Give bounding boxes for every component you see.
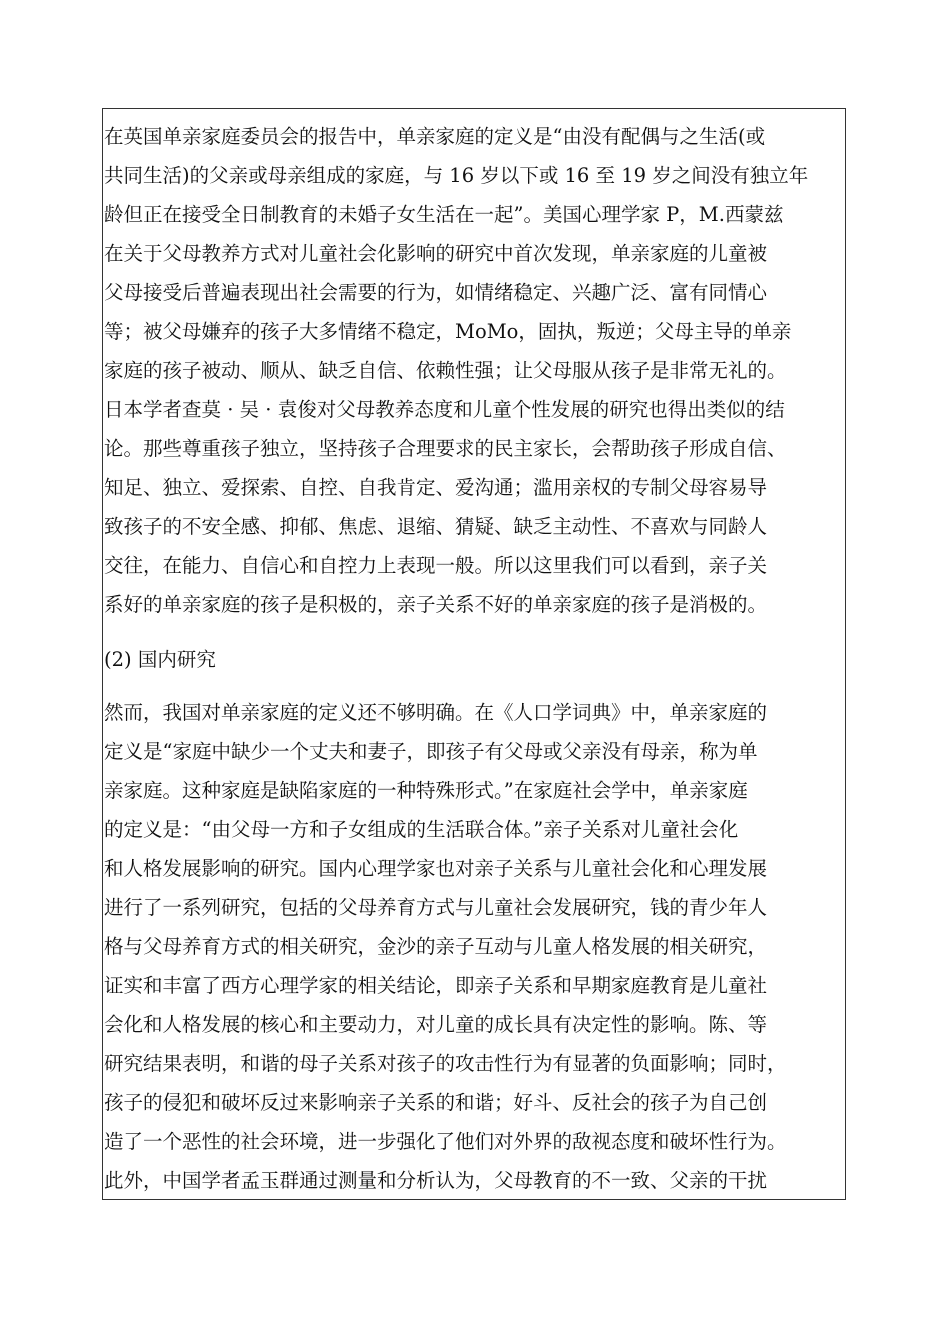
text-line: 和人格发展影响的研究。国内心理学家也对亲子关系与儿童社会化和心理发展: [104, 857, 768, 880]
heading-text: (2) 国内研究: [104, 648, 216, 671]
text-line: 知足、独立、爱探索、自控、自我肯定、爱沟通；滥用亲权的专制父母容易导: [104, 476, 768, 499]
text-line: 格与父母养育方式的相关研究，金沙的亲子互动与儿童人格发展的相关研究，: [104, 935, 768, 958]
text-line: 日本学者查莫 · 吴 · 袁俊对父母教养态度和儿童个性发展的研究也得出类似的结: [104, 398, 785, 421]
text-line: 造了一个恶性的社会环境，进一步强化了他们对外界的敌视态度和破坏性行为。: [104, 1130, 787, 1153]
text-line: 的定义是：“由父母一方和子女组成的生活联合体。”亲子关系对儿童社会化: [104, 818, 739, 841]
text-line: 论。那些尊重孩子独立，坚持孩子合理要求的民主家长，会帮助孩子形成自信、: [104, 437, 787, 460]
text-line: 会化和人格发展的核心和主要动力，对儿童的成长具有决定性的影响。陈、等: [104, 1013, 768, 1036]
text-line: 系好的单亲家庭的孩子是积极的，亲子关系不好的单亲家庭的孩子是消极的。: [104, 593, 768, 616]
text-line: 家庭的孩子被动、顺从、缺乏自信、依赖性强；让父母服从孩子是非常无礼的。: [104, 359, 787, 382]
text-line: 孩子的侵犯和破坏反过来影响亲子关系的和谐；好斗、反社会的孩子为自己创: [104, 1091, 768, 1114]
text-line: 此外，中国学者孟玉群通过测量和分析认为，父母教育的不一致、父亲的干扰: [104, 1169, 768, 1192]
section-heading-domestic-research: [104, 640, 848, 679]
text-line: 亲家庭。这种家庭是缺陷家庭的一种特殊形式。”在家庭社会学中，单亲家庭: [104, 779, 748, 802]
text-line: 进行了一系列研究，包括的父母养育方式与儿童社会发展研究，钱的青少年人: [104, 896, 768, 919]
text-line: 在关于父母教养方式对儿童社会化影响的研究中首次发现，单亲家庭的儿童被: [104, 242, 768, 265]
text-line: 父母接受后普遍表现出社会需要的行为，如情绪稳定、兴趣广泛、富有同情心: [104, 281, 768, 304]
text-line: 研究结果表明，和谐的母子关系对孩子的攻击性行为有显著的负面影响；同时，: [104, 1052, 787, 1075]
text-line: 定义是“家庭中缺少一个丈夫和妻子，即孩子有父母或父亲没有母亲，称为单: [104, 740, 758, 763]
text-line: 等；被父母嫌弃的孩子大多情绪不稳定，MoMo，固执，叛逆；父母主导的单亲: [104, 320, 792, 343]
text-line: 共同生活)的父亲或母亲组成的家庭，与 16 岁以下或 16 至 19 岁之间没有独立年: [104, 164, 809, 187]
text-line: 然而，我国对单亲家庭的定义还不够明确。在《人口学词典》中，单亲家庭的: [104, 701, 768, 724]
text-line: 交往，在能力、自信心和自控力上表现一般。所以这里我们可以看到，亲子关: [104, 554, 768, 577]
text-line: 在英国单亲家庭委员会的报告中，单亲家庭的定义是“由没有配偶与之生活(或: [104, 125, 766, 148]
text-line: 致孩子的不安全感、抑郁、焦虑、退缩、猜疑、缺乏主动性、不喜欢与同龄人: [104, 515, 768, 538]
paragraph-uk-research: [104, 117, 848, 624]
paragraph-domestic-research: [104, 693, 848, 1200]
text-line: 龄但正在接受全日制教育的未婚子女生活在一起”。美国心理学家 P，M.西蒙兹: [104, 203, 784, 226]
text-line: 证实和丰富了西方心理学家的相关结论，即亲子关系和早期家庭教育是儿童社: [104, 974, 768, 997]
